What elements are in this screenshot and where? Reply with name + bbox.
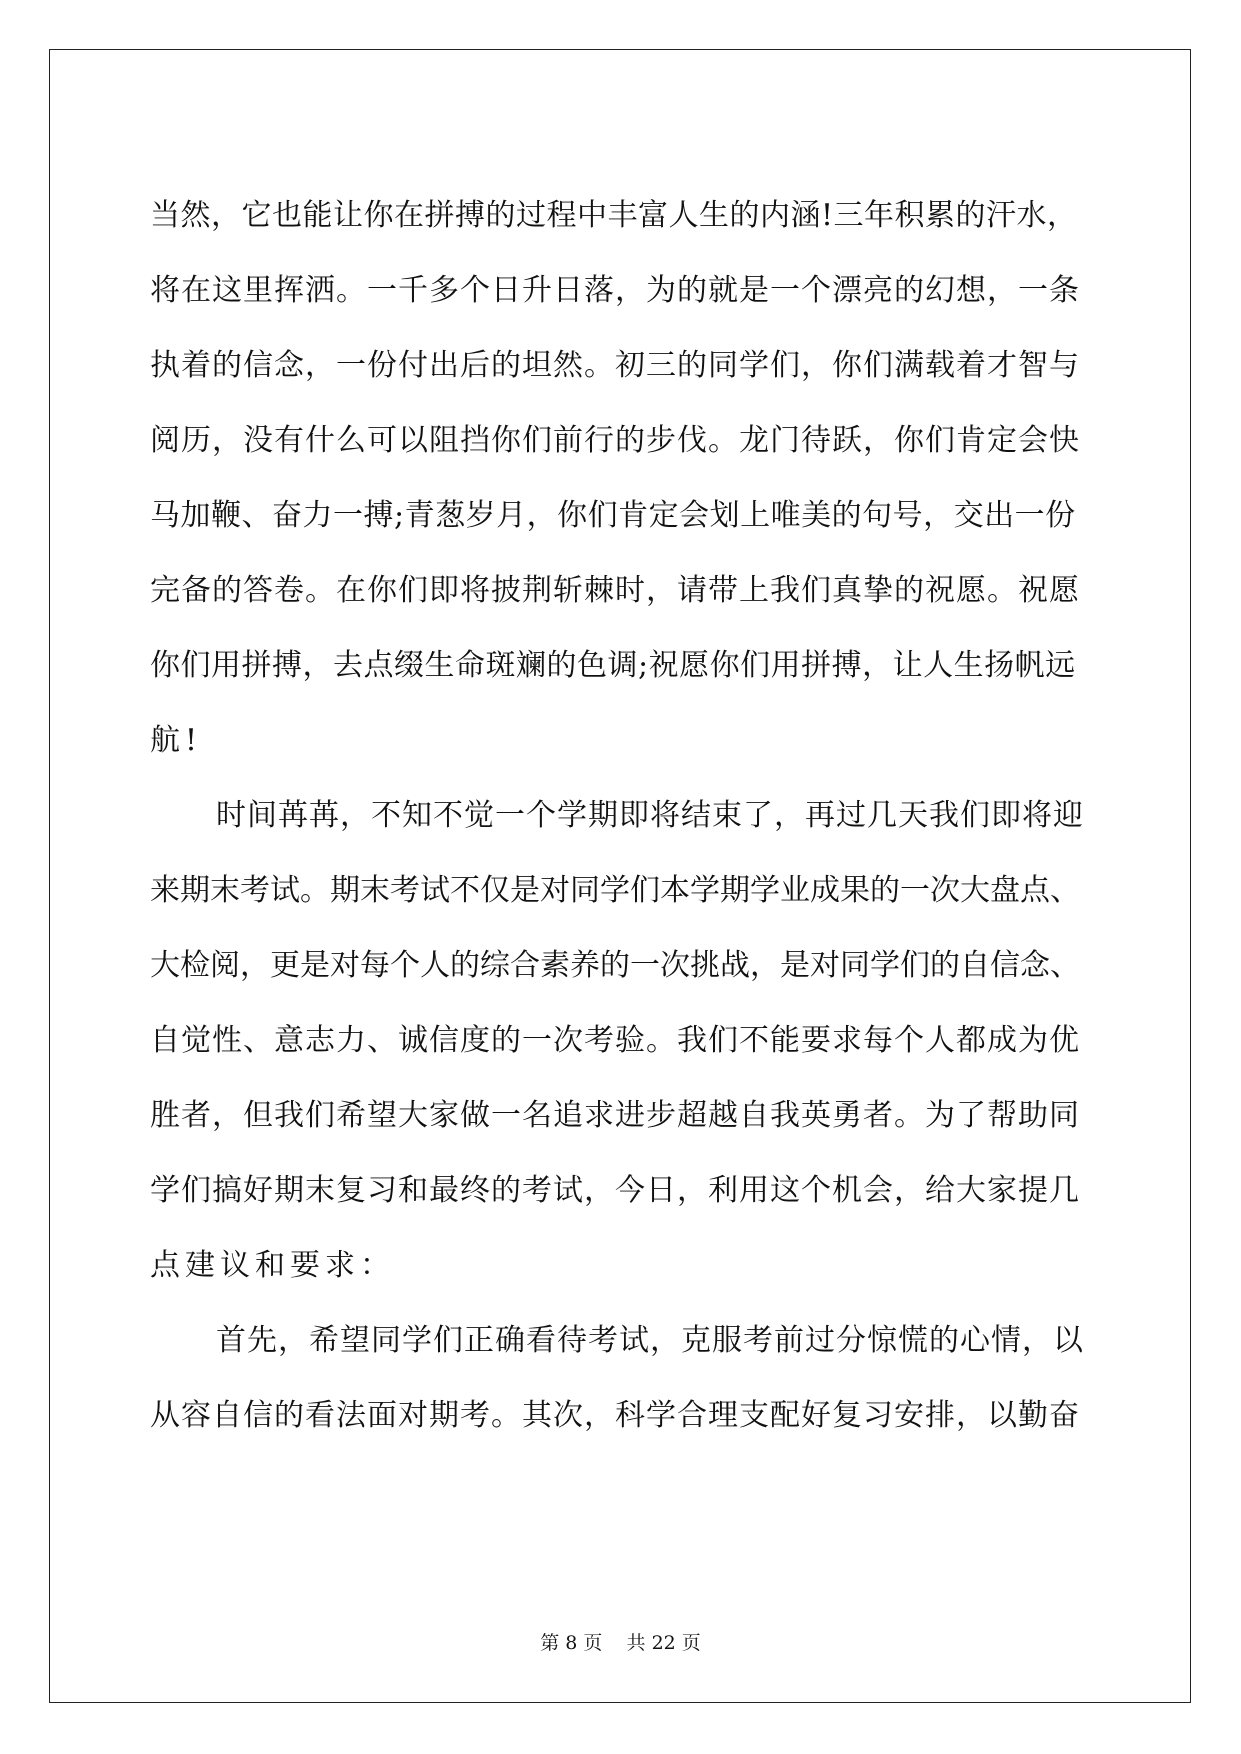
text-line: 大检阅，更是对每个人的综合素养的一次挑战，是对同学们的自信念、 bbox=[150, 948, 1080, 983]
text-line: 航! bbox=[150, 723, 203, 758]
document-body bbox=[150, 178, 1090, 1453]
text-line: 马加鞭、奋力一搏;青葱岁月，你们肯定会划上唯美的句号，交出一份 bbox=[150, 498, 1076, 533]
text-line: 自觉性、意志力、诚信度的一次考验。我们不能要求每个人都成为优 bbox=[150, 1023, 1080, 1058]
text-line: 将在这里挥洒。一千多个日升日落，为的就是一个漂亮的幻想，一条 bbox=[150, 273, 1080, 308]
page-number-footer: 第 8 页 共 22 页 bbox=[540, 1632, 701, 1654]
text-line: 胜者，但我们希望大家做一名追求进步超越自我英勇者。为了帮助同 bbox=[150, 1098, 1080, 1133]
text-line: 当然，它也能让你在拼搏的过程中丰富人生的内涵!三年积累的汗水， bbox=[150, 198, 1078, 233]
text-line: 学们搞好期末复习和最终的考试，今日，利用这个机会，给大家提几 bbox=[150, 1173, 1080, 1208]
text-line: 完备的答卷。在你们即将披荆斩棘时，请带上我们真挚的祝愿。祝愿 bbox=[150, 573, 1080, 608]
text-line: 执着的信念，一份付出后的坦然。初三的同学们，你们满载着才智与 bbox=[150, 348, 1080, 383]
text-line: 你们用拼搏，去点缀生命斑斓的色调;祝愿你们用拼搏，让人生扬帆远 bbox=[150, 648, 1076, 683]
text-line: 来期末考试。期末考试不仅是对同学们本学期学业成果的一次大盘点、 bbox=[150, 873, 1080, 908]
text-line: 点建议和要求： bbox=[150, 1248, 395, 1283]
paragraph-first-line: 时间苒苒，不知不觉一个学期即将结束了，再过几天我们即将迎 bbox=[216, 798, 1084, 833]
text-line: 从容自信的看法面对期考。其次，科学合理支配好复习安排，以勤奋 bbox=[150, 1398, 1080, 1433]
text-line: 阅历，没有什么可以阻挡你们前行的步伐。龙门待跃，你们肯定会快 bbox=[150, 423, 1080, 458]
paragraph-first-line: 首先，希望同学们正确看待考试，克服考前过分惊慌的心情，以 bbox=[216, 1323, 1084, 1358]
